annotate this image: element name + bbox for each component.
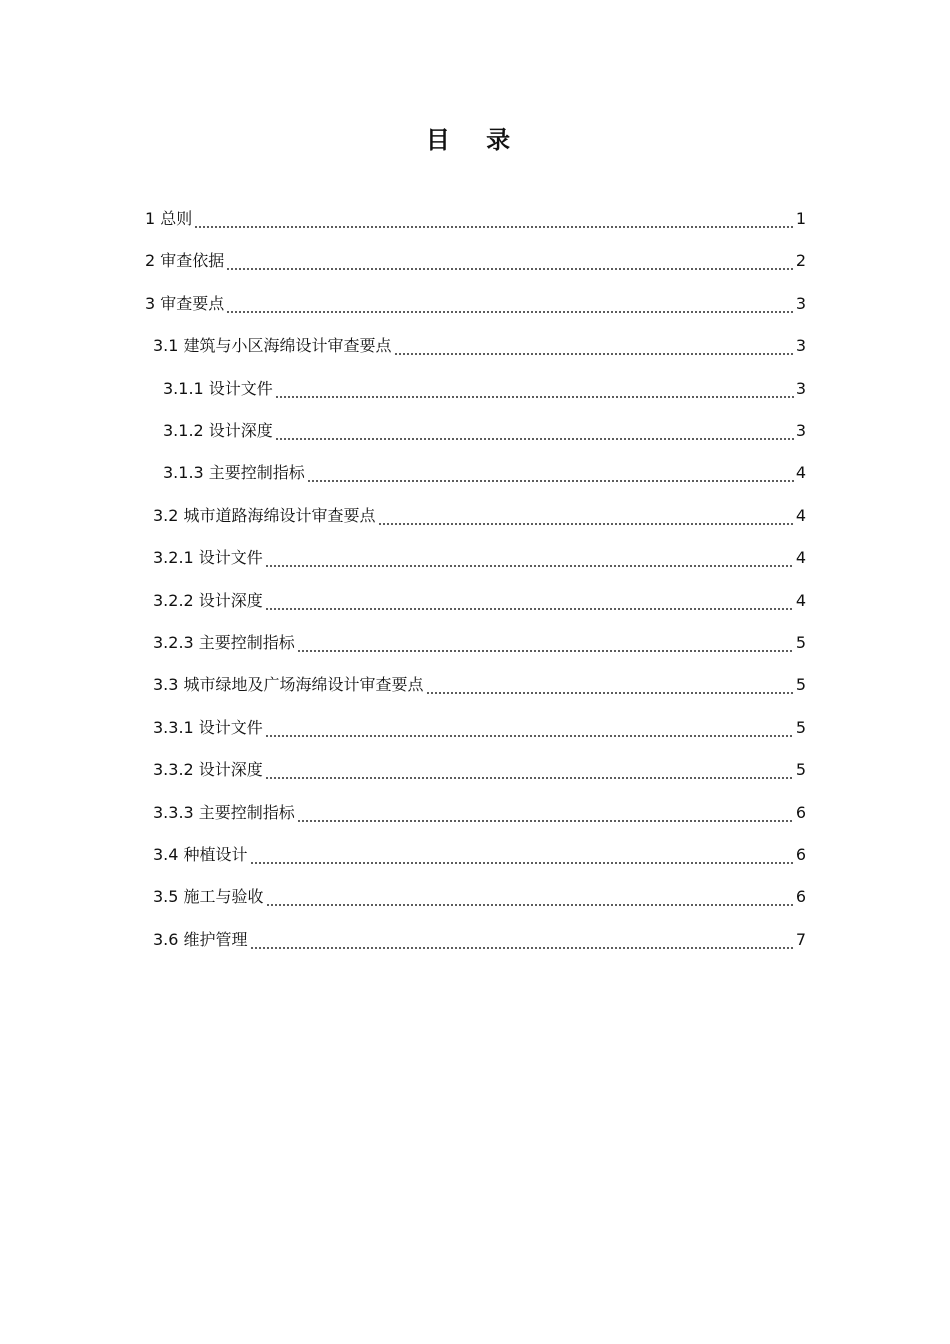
toc-entry-label: 3.1.3 主要控制指标	[163, 463, 305, 483]
toc-entry-label: 3.3.1 设计文件	[153, 717, 263, 737]
toc-dot-leader	[226, 250, 794, 272]
toc-entry-page-number: 5	[795, 760, 806, 780]
toc-entry-page-number: 3	[795, 293, 806, 313]
toc-dot-leader	[226, 293, 794, 315]
toc-entry-page-number: 7	[795, 929, 806, 949]
toc-entry-label: 3.5 施工与验收	[153, 887, 264, 907]
toc-entry-label: 3.2 城市道路海绵设计审查要点	[153, 505, 376, 525]
toc-entry-label: 3.3.3 主要控制指标	[153, 802, 295, 822]
toc-dot-leader	[394, 335, 794, 357]
toc-entry[interactable]	[153, 666, 806, 696]
toc-title: 目 录	[425, 125, 525, 154]
toc-entry[interactable]	[163, 412, 806, 442]
toc-entry[interactable]	[153, 751, 806, 781]
toc-dot-leader	[297, 802, 794, 824]
toc-entry-page-number: 6	[795, 845, 806, 864]
toc-entry-page-number: 5	[795, 717, 806, 737]
toc-entry-page-number: 5	[795, 633, 806, 652]
toc-entry-page-number: 1	[795, 209, 806, 228]
toc-entry[interactable]	[153, 539, 806, 569]
toc-dot-leader	[275, 378, 794, 400]
toc-entry[interactable]	[163, 454, 806, 484]
toc-entry[interactable]	[153, 497, 806, 527]
toc-entry-page-number: 2	[795, 251, 806, 271]
toc-entry-page-number: 4	[795, 505, 806, 525]
toc-entry-page-number: 4	[795, 548, 806, 568]
toc-entry-label: 3.2.3 主要控制指标	[153, 633, 295, 652]
toc-entry-page-number: 6	[795, 887, 806, 907]
toc-dot-leader	[250, 844, 794, 866]
toc-entry-page-number: 4	[795, 590, 806, 610]
toc-entry-label: 3.2.1 设计文件	[153, 548, 263, 568]
toc-entry-label: 3.3 城市绿地及广场海绵设计审查要点	[153, 675, 424, 695]
toc-entry[interactable]	[153, 327, 806, 357]
toc-entry-label: 3.2.2 设计深度	[153, 590, 263, 610]
toc-entry-page-number: 6	[795, 802, 806, 822]
toc-dot-leader	[307, 462, 794, 484]
toc-dot-leader	[426, 674, 794, 696]
toc-entry-label: 1 总则	[145, 209, 193, 228]
toc-entry[interactable]	[145, 285, 806, 315]
toc-dot-leader	[265, 590, 794, 612]
toc-entry-label: 3.1.1 设计文件	[163, 378, 273, 398]
toc-dot-leader	[265, 717, 794, 739]
toc-entry-page-number: 5	[795, 675, 806, 695]
toc-entry[interactable]	[153, 582, 806, 612]
toc-dot-leader	[266, 886, 794, 908]
toc-entry-page-number: 3	[795, 378, 806, 398]
toc-entry-page-number: 4	[795, 463, 806, 483]
toc-entry[interactable]	[145, 200, 806, 230]
toc-entry-page-number: 3	[795, 336, 806, 356]
toc-dot-leader	[265, 547, 794, 569]
toc-entry[interactable]	[153, 794, 806, 824]
toc-entry[interactable]	[153, 921, 806, 951]
toc-entry[interactable]	[153, 624, 806, 654]
toc-dot-leader	[250, 929, 794, 951]
toc-entry[interactable]	[145, 242, 806, 272]
toc-entry-label: 3.1.2 设计深度	[163, 421, 273, 440]
toc-dot-leader	[265, 759, 794, 781]
toc-dot-leader	[275, 420, 794, 442]
toc-entry[interactable]	[153, 878, 806, 908]
toc-dot-leader	[378, 505, 794, 527]
toc-entry[interactable]	[163, 370, 806, 400]
toc-entry-label: 3.3.2 设计深度	[153, 760, 263, 780]
toc-entry-label: 3.4 种植设计	[153, 845, 248, 864]
toc-dot-leader	[297, 632, 794, 654]
toc-entry-page-number: 3	[795, 421, 806, 440]
toc-entry-label: 2 审查依据	[145, 251, 225, 271]
toc-entry-label: 3 审查要点	[145, 293, 225, 313]
toc-dot-leader	[194, 208, 794, 230]
toc-entry-label: 3.6 维护管理	[153, 929, 248, 949]
toc-entry[interactable]	[153, 836, 806, 866]
toc-entry-label: 3.1 建筑与小区海绵设计审查要点	[153, 336, 392, 356]
toc-entry[interactable]	[153, 709, 806, 739]
